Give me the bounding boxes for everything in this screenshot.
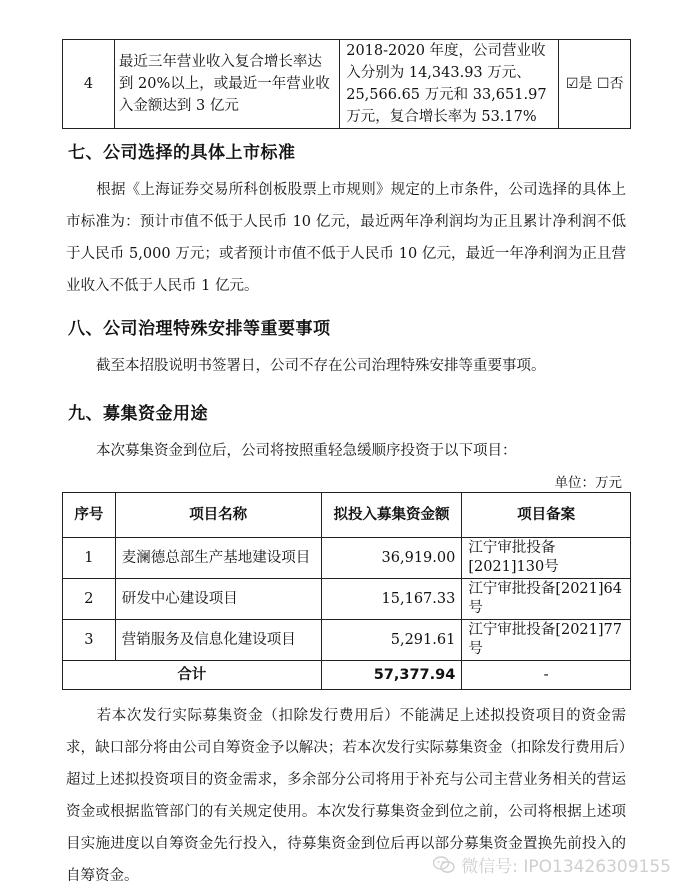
wechat-icon — [433, 856, 455, 874]
col-header-name: 项目名称 — [115, 493, 321, 538]
row-no: 3 — [63, 620, 116, 661]
total-label: 合计 — [63, 661, 322, 690]
section7-heading: 七、公司选择的具体上市标准 — [68, 143, 296, 163]
section7-body-text: 根据《上海证券交易所科创板股票上市规则》规定的上市条件，公司选择的具体上市标准为：预计市值不低于人民币 10 亿元，最近两年净利润均为正且累计净利润不低于人民币 5,000 万元；或者预计市值不低于人民币 10 亿元，最近一年净利润为正且营业收入不低于人民币 1 亿元。 — [66, 182, 626, 294]
row-name: 营销服务及信息化建设项目 — [115, 620, 321, 661]
row-record: 江宁审批投备[2021]64号 — [462, 579, 631, 620]
fund-use-table — [62, 492, 631, 690]
watermark — [433, 852, 671, 877]
section9-heading: 九、募集资金用途 — [68, 404, 208, 424]
unit-label: 单位：万元 — [554, 475, 622, 491]
row-amount: 36,919.00 — [321, 538, 462, 579]
table-row — [63, 620, 631, 661]
table-row — [63, 579, 631, 620]
row-amount: 15,167.33 — [321, 579, 462, 620]
col-header-no: 序号 — [63, 493, 116, 538]
col-header-amount: 拟投入募集资金额 — [321, 493, 462, 538]
row-record: 江宁审批投备[2021]130号 — [462, 538, 631, 579]
section7-body — [66, 174, 626, 302]
criteria-row-number: 4 — [63, 40, 115, 129]
criteria-row — [63, 40, 631, 129]
row-no: 2 — [63, 579, 116, 620]
no-checkbox: ☐否 — [596, 76, 624, 92]
section9-intro — [66, 435, 626, 467]
section8-body — [66, 350, 626, 382]
fund-table-header — [63, 493, 631, 538]
table-total-row — [63, 661, 631, 690]
section9-closing-text: 若本次发行实际募集资金（扣除发行费用后）不能满足上述拟投资项目的资金需求，缺口部分将由公司自筹资金予以解决；若本次发行实际募集资金（扣除发行费用后）超过上述拟投资项目的资金需求，多余部分公司将用于补充与公司主营业务相关的营运资金或根据监管部门的有关规定使用。本次发行募集资金到位之前，公司将根据上述项目实施进度以自筹资金先行投入，待募集资金到位后再以部分募集资金置换先前投入的自筹资金。 — [66, 708, 626, 884]
criteria-standard: 最近三年营业收入复合增长率达到 20%以上，或最近一年营业收入金额达到 3 亿元 — [114, 40, 339, 129]
listing-criteria-table — [62, 39, 631, 129]
total-record: - — [462, 661, 631, 690]
criteria-check — [559, 40, 631, 129]
section8-heading: 八、公司治理特殊安排等重要事项 — [68, 319, 331, 339]
row-no: 1 — [63, 538, 116, 579]
row-record: 江宁审批投备[2021]77号 — [462, 620, 631, 661]
watermark-text: 微信号: IPO13426309155 — [461, 857, 671, 877]
row-amount: 5,291.61 — [321, 620, 462, 661]
section9-intro-text: 本次募集资金到位后，公司将按照重轻急缓顺序投资于以下项目： — [96, 443, 517, 459]
section8-body-text: 截至本招股说明书签署日，公司不存在公司治理特殊安排等重要事项。 — [96, 358, 546, 374]
row-name: 研发中心建设项目 — [115, 579, 321, 620]
total-amount: 57,377.94 — [321, 661, 462, 690]
criteria-fact: 2018-2020 年度，公司营业收入分别为 14,343.93 万元、25,566.65 万元和 33,651.97 万元，复合增长率为 53.17% — [340, 40, 559, 129]
yes-checkbox: ☑是 — [565, 76, 593, 92]
row-name: 麦澜德总部生产基地建设项目 — [115, 538, 321, 579]
table-row — [63, 538, 631, 579]
col-header-record: 项目备案 — [462, 493, 631, 538]
